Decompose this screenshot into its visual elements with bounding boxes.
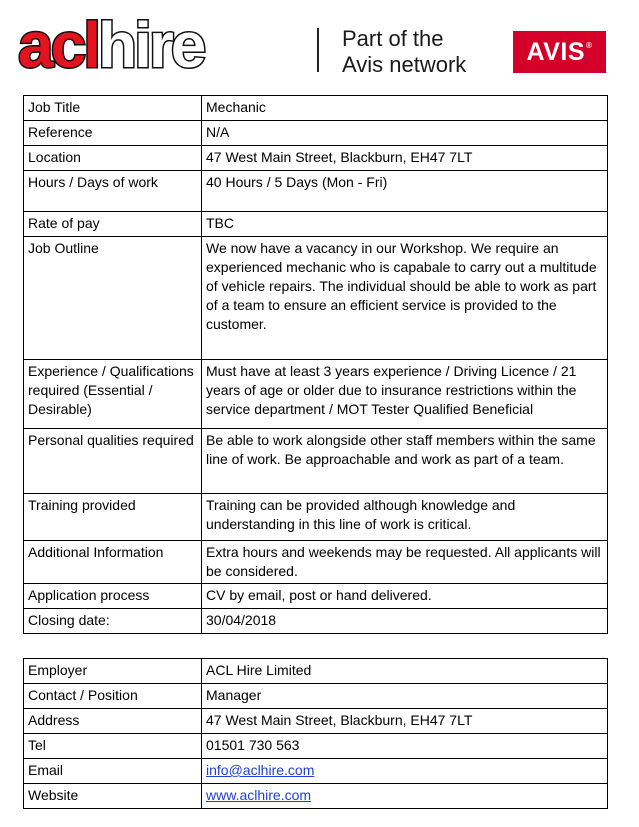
email-link[interactable]: info@aclhire.com (206, 762, 315, 778)
row-label: Hours / Days of work (24, 171, 202, 212)
row-value: Training can be provided although knowledge and understanding in this line of work is critical. (202, 494, 608, 541)
row-label: Employer (24, 659, 202, 684)
row-label: Training provided (24, 494, 202, 541)
row-label: Tel (24, 734, 202, 759)
row-label: Job Outline (24, 237, 202, 360)
row-value (202, 759, 608, 784)
table-row (24, 212, 608, 237)
row-value: N/A (202, 121, 608, 146)
row-value: CV by email, post or hand delivered. (202, 584, 608, 609)
row-label: Job Title (24, 96, 202, 121)
row-label: Location (24, 146, 202, 171)
table-row (24, 237, 608, 360)
row-value: 47 West Main Street, Blackburn, EH47 7LT (202, 146, 608, 171)
row-value: Mechanic (202, 96, 608, 121)
row-value: 40 Hours / 5 Days (Mon - Fri) (202, 171, 608, 212)
avis-logo (513, 31, 606, 73)
page-header (0, 0, 639, 88)
aclhire-logo (18, 9, 204, 81)
row-label: Website (24, 784, 202, 809)
logo-hire-text: hire (97, 9, 204, 81)
row-value: Manager (202, 684, 608, 709)
row-value: 01501 730 563 (202, 734, 608, 759)
table-row (24, 734, 608, 759)
row-label: Reference (24, 121, 202, 146)
table-row (24, 96, 608, 121)
table-row (24, 541, 608, 584)
row-value: Extra hours and weekends may be requested. All applicants will be considered. (202, 541, 608, 584)
row-value: We now have a vacancy in our Workshop. We require an experienced mechanic who is capabale to carry out a multitude of vehicle repairs. The individual should be able to work as part of a team to ensure an efficient service is provided to the customer. (202, 237, 608, 360)
header-divider (317, 28, 319, 72)
website-link[interactable]: www.aclhire.com (206, 787, 312, 803)
row-label: Personal qualities required (24, 429, 202, 494)
table-row (24, 146, 608, 171)
avis-network-tagline (342, 26, 466, 78)
table-row (24, 360, 608, 429)
row-value: 47 West Main Street, Blackburn, EH47 7LT (202, 709, 608, 734)
table-row (24, 684, 608, 709)
job-details-table (23, 95, 608, 634)
row-label: Rate of pay (24, 212, 202, 237)
row-value: 30/04/2018 (202, 609, 608, 634)
row-value: TBC (202, 212, 608, 237)
row-value (202, 784, 608, 809)
logo-acl-text: acl (18, 9, 98, 81)
row-label: Additional Information (24, 541, 202, 584)
table-row (24, 609, 608, 634)
row-label: Application process (24, 584, 202, 609)
row-value: ACL Hire Limited (202, 659, 608, 684)
table-row (24, 429, 608, 494)
table-row (24, 784, 608, 809)
table-row (24, 709, 608, 734)
row-label: Closing date: (24, 609, 202, 634)
table-row (24, 659, 608, 684)
row-value: Must have at least 3 years experience / Driving Licence / 21 years of age or older due to insurance restrictions within the service department / MOT Tester Qualified Beneficial (202, 360, 608, 429)
table-row (24, 494, 608, 541)
tagline-line-1: Part of the (342, 26, 444, 51)
avis-logo-text: AVIS (526, 37, 586, 66)
table-row (24, 121, 608, 146)
employer-details-table (23, 658, 608, 809)
table-row (24, 759, 608, 784)
row-label: Email (24, 759, 202, 784)
table-row (24, 171, 608, 212)
row-label: Experience / Qualifications required (Essential / Desirable) (24, 360, 202, 429)
row-label: Contact / Position (24, 684, 202, 709)
registered-mark: ® (586, 40, 593, 50)
table-row (24, 584, 608, 609)
row-value: Be able to work alongside other staff members within the same line of work. Be approachable and work as part of a team. (202, 429, 608, 494)
row-label: Address (24, 709, 202, 734)
tagline-line-2: Avis network (342, 52, 467, 77)
